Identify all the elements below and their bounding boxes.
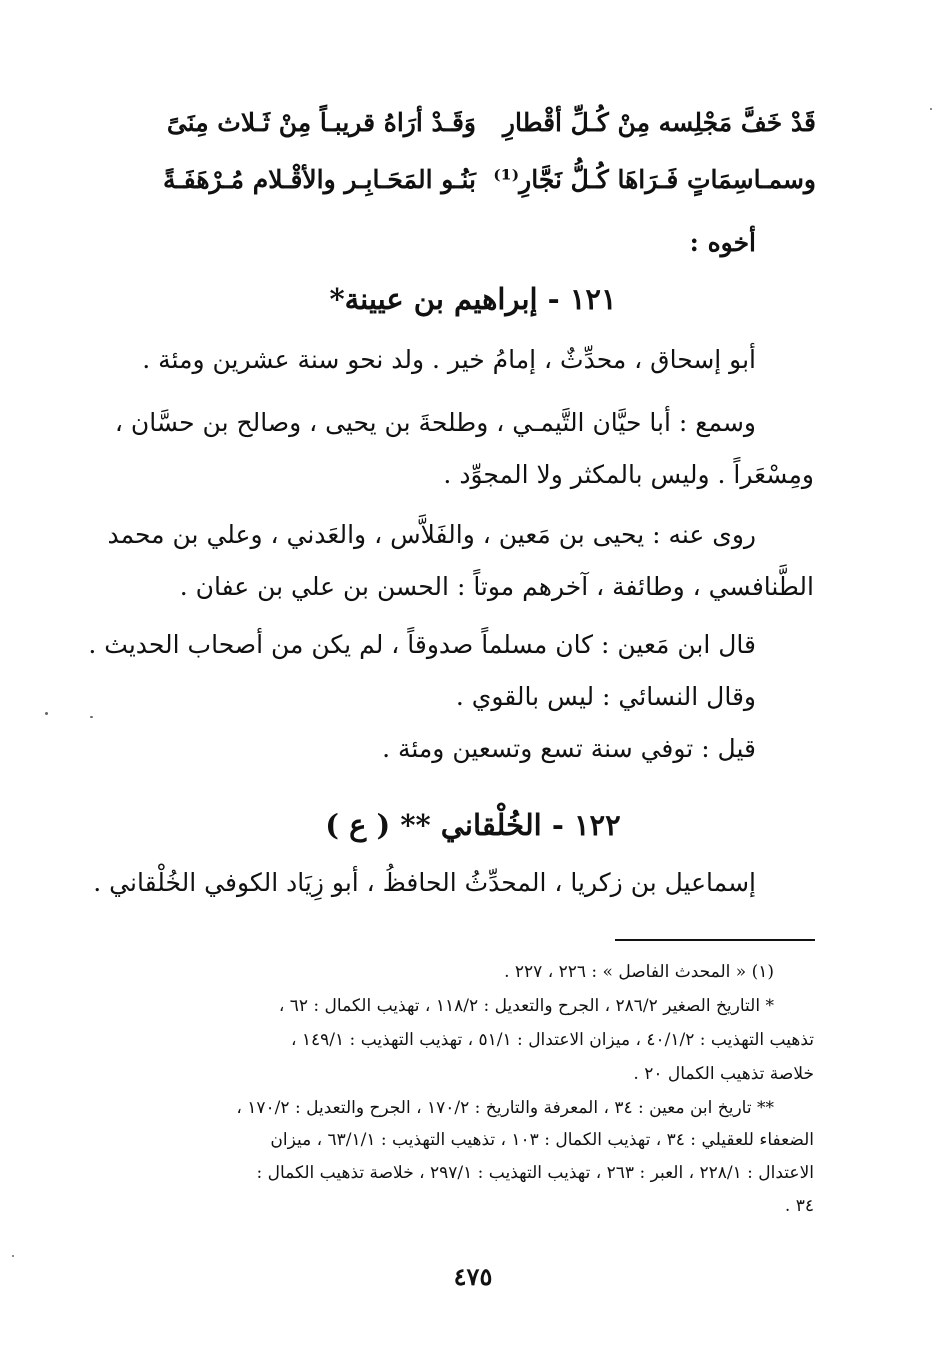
entry-121-line-3: ومِسْعَراً . وليس بالمكثر ولا المجوِّد .: [443, 460, 814, 489]
entry-121-line-7: وقال النسائي : ليس بالقوي .: [455, 682, 756, 711]
brother-label: أخوه :: [689, 228, 756, 257]
footnote-double-star-line-2: الضعفاء للعقيلي : ٣٤ ، تهذيب الكمال : ١٠٣ ، تذهيب التهذيب : ٦٣/١/١ ، ميزان: [270, 1130, 814, 1150]
entry-122-heading: ١٢٢ - الخُلْقاني ** ( ع ): [325, 808, 621, 842]
entry-122-line-1: إسماعيل بن زكريا ، المحدِّثُ الحافظُ ، أبو زِيَاد الكوفي الخُلْقاني .: [93, 868, 756, 897]
entry-121-line-8: قيل : توفي سنة تسع وتسعين ومئة .: [382, 734, 756, 763]
entry-121-line-6: قال ابن مَعين : كان مسلماً صدوقاً ، لم يكن من أصحاب الحديث .: [88, 630, 756, 659]
verse-1-left-hemistich: وَقَـدْ أرَاهُ قريبـاً مِنْ ثَـلاث مِنَىً: [166, 108, 476, 137]
footnote-star-line-3: خلاصة تذهيب الكمال ٢٠ .: [633, 1064, 814, 1084]
footnote-star-line-1: * التاريخ الصغير ٢٨٦/٢ ، الجرح والتعديل : ١١٨/٢ ، تهذيب الكمال : ٦٢ ،: [278, 996, 774, 1016]
verse-2-right-hemistich: وسمـاسِمَاتٍ فَـرَاهَا كُـلُّ نَجَّارِ⁽¹⁾: [493, 165, 816, 194]
entry-121-line-2: وسمع : أبا حيَّان التَّيمـي ، وطلحةَ بن يحيى ، وصالح بن حسَّان ،: [114, 408, 756, 437]
entry-121-line-1: أبو إسحاق ، محدِّثٌ ، إمامُ خير . ولد نحو سنة عشرين ومئة .: [142, 345, 756, 374]
footnote-double-star-line-4: ٣٤ .: [784, 1196, 814, 1216]
entry-121-heading: ١٢١ - إبراهيم بن عيينة*: [329, 282, 617, 316]
page-number: ٤٧٥: [453, 1262, 493, 1291]
scan-speck: [930, 108, 932, 110]
scan-speck: [90, 716, 93, 718]
footnote-1: (١) « المحدث الفاصل » : ٢٢٦ ، ٢٢٧ .: [504, 962, 774, 982]
entry-121-line-4: روى عنه : يحيى بن مَعين ، والفَلاَّس ، والعَدني ، وعلي بن محمد: [107, 520, 756, 549]
footnote-double-star-line-1: ** تاريخ ابن معين : ٣٤ ، المعرفة والتاريخ : ١٧٠/٢ ، الجرح والتعديل : ١٧٠/٢ ،: [236, 1098, 774, 1118]
footnote-separator: [615, 939, 815, 941]
footnote-star-line-2: تذهيب التهذيب : ٤٠/١/٢ ، ميزان الاعتدال : ٥١/١ ، تهذيب التهذيب : ١٤٩/١ ،: [291, 1030, 814, 1050]
verse-2-left-hemistich: بَنُـو المَحَـابِـر والأقْـلام مُـرْهَفَـةً: [162, 165, 476, 194]
entry-121-line-5: الطَّنافسي ، وطائفة ، آخرهم موتاً : الحسن بن علي بن عفان .: [179, 572, 814, 601]
footnote-double-star-line-3: الاعتدال : ٢٢٨/١ ، العبر : ٢٦٣ ، تهذيب التهذيب : ٢٩٧/١ ، خلاصة تذهيب الكمال :: [256, 1163, 814, 1183]
scan-speck: [12, 1255, 14, 1257]
verse-1-right-hemistich: قَدْ خَفَّ مَجْلِسه مِنْ كُـلِّ أقْطارِ: [502, 108, 816, 137]
scan-speck: [45, 712, 48, 715]
